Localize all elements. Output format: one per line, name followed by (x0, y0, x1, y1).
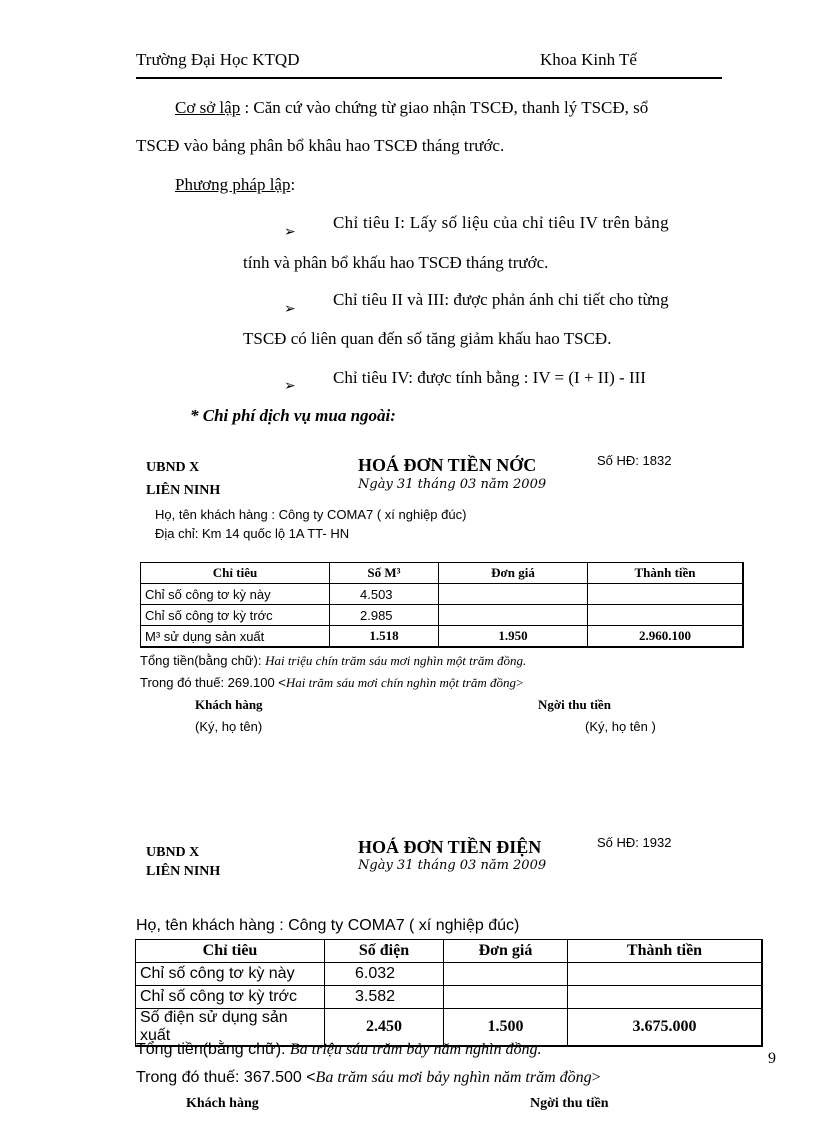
table-cell: Chỉ số công tơ kỳ trớc (136, 986, 325, 1009)
power-tax-label: Trong đó thuế: 367.500 < (136, 1069, 316, 1086)
table-row (141, 605, 744, 626)
table-cell: Chỉ số công tơ kỳ này (136, 963, 325, 986)
power-sign-collector: Ngời thu tiền (530, 1096, 609, 1111)
table-row (141, 584, 744, 605)
water-org-line1: UBND X (146, 460, 200, 475)
water-total-text: Hai triệu chín trăm sáu mơi nghìn một trăm đồng. (265, 653, 527, 668)
column-header: Thành tiền (568, 940, 763, 963)
basis-label: Cơ sở lập (175, 98, 241, 117)
table-cell: 2.985 (330, 605, 439, 626)
column-header: Chỉ tiêu (136, 940, 325, 963)
power-total (136, 1041, 541, 1059)
column-header: Chỉ tiêu (141, 563, 330, 584)
table-cell: 6.032 (325, 963, 444, 986)
method-heading (175, 175, 295, 195)
water-sign-customer-sub: (Ký, họ tên) (195, 719, 263, 734)
header-rule (136, 77, 722, 79)
power-tax (136, 1069, 601, 1087)
arrow-bullet-icon: ➢ (284, 224, 296, 240)
column-header: Đơn giá (439, 563, 588, 584)
bullet-1-line2: tính và phân bổ khấu hao TSCĐ tháng trước. (243, 253, 549, 272)
power-invoice-date: Ngày 31 tháng 03 năm 2009 (358, 858, 547, 873)
power-invoice-table (135, 939, 763, 1047)
water-customer: Họ, tên khách hàng : Công ty COMA7 ( xí nghiệp đúc) (155, 507, 467, 522)
table-cell: 3.582 (325, 986, 444, 1009)
table-cell (439, 584, 588, 605)
power-org-line2: LIÊN NINH (146, 864, 221, 879)
water-tax-text: Hai trăm sáu mơi chín nghìn một trăm đồng (285, 675, 516, 690)
power-total-label: Tổng tiền(bằng chữ): (136, 1041, 290, 1058)
arrow-bullet-icon: ➢ (284, 301, 296, 317)
water-address: Địa chỉ: Km 14 quốc lộ 1A TT- HN (155, 526, 350, 541)
bullet-2-line2: TSCĐ có liên quan đến số tăng giảm khấu hao TSCĐ. (243, 329, 612, 348)
method-colon: : (290, 175, 296, 194)
table-row (141, 626, 744, 648)
bullet-3-line1: Chỉ tiêu IV: được tính bằng : IV = (I + II) - III (333, 368, 646, 387)
basis-line1: : Căn cứ vào chứng từ giao nhận TSCĐ, thanh lý TSCĐ, sổ (240, 98, 649, 117)
bullet-1-line1: Chỉ tiêu I: Lấy số liệu của chỉ tiêu IV trên bảng (333, 213, 669, 232)
page-number: 9 (768, 1050, 776, 1067)
table-cell: M³ sử dụng sản xuất (141, 626, 330, 648)
power-sign-customer: Khách hàng (186, 1096, 259, 1111)
table-cell: 1.518 (330, 626, 439, 648)
table-cell (568, 963, 763, 986)
basis-paragraph (175, 98, 648, 118)
water-invoice-date: Ngày 31 tháng 03 năm 2009 (358, 477, 547, 492)
table-header-row (141, 563, 744, 584)
water-org-line2: LIÊN NINH (146, 483, 221, 498)
table-row (136, 986, 763, 1009)
column-header: Số điện (325, 940, 444, 963)
header-school: Trường Đại Học KTQD (136, 50, 300, 69)
water-tax-label: Trong đó thuế: 269.100 < (140, 675, 286, 690)
table-cell (568, 986, 763, 1009)
table-header-row (136, 940, 763, 963)
water-invoice-title: HOÁ ĐƠN TIỀN NỚC (358, 455, 537, 475)
subheading: * Chi phí dịch vụ mua ngoài: (190, 406, 396, 425)
table-cell: 4.503 (330, 584, 439, 605)
table-cell (444, 986, 568, 1009)
water-tax (140, 675, 523, 691)
table-cell: Chỉ số công tơ kỳ này (141, 584, 330, 605)
table-cell: Chỉ số công tơ kỳ trớc (141, 605, 330, 626)
power-total-text: Ba triệu sáu trăm bảy năm nghìn đồng. (289, 1041, 542, 1058)
method-label: Phương pháp lập (175, 175, 291, 194)
table-cell (444, 963, 568, 986)
table-cell: 2.960.100 (588, 626, 744, 648)
water-total-label: Tổng tiền(bằng chữ): (140, 653, 266, 668)
column-header: Thành tiền (588, 563, 744, 584)
column-header: Số M³ (330, 563, 439, 584)
table-cell (439, 605, 588, 626)
water-sign-collector-sub: (Ký, họ tên ) (585, 719, 656, 734)
table-cell: 2.450 (325, 1009, 444, 1047)
water-sign-customer: Khách hàng (195, 697, 263, 712)
table-cell: 1.500 (444, 1009, 568, 1047)
table-cell: 1.950 (439, 626, 588, 648)
water-invoice-number: Số HĐ: 1832 (597, 453, 672, 468)
water-sign-collector: Ngời thu tiền (538, 697, 611, 712)
basis-line2: TSCĐ vào bảng phân bổ khâu hao TSCĐ tháng trước. (136, 136, 505, 155)
column-header: Đơn giá (444, 940, 568, 963)
water-invoice-table (140, 562, 744, 648)
bullet-2-line1: Chỉ tiêu II và III: được phản ánh chi tiết cho từng (333, 290, 669, 309)
power-invoice-title: HOÁ ĐƠN TIỀN ĐIỆN (358, 837, 542, 857)
table-cell: 3.675.000 (568, 1009, 763, 1047)
table-cell (588, 584, 744, 605)
power-tax-text: Ba trăm sáu mơi bảy nghìn năm trăm đồng (315, 1069, 592, 1086)
power-tax-close: > (591, 1069, 601, 1086)
power-invoice-number: Số HĐ: 1932 (597, 835, 672, 850)
power-org-line1: UBND X (146, 845, 200, 860)
water-tax-close: > (516, 675, 524, 690)
table-cell: Số điện sử dụng sản xuất (136, 1009, 325, 1047)
table-row (136, 963, 763, 986)
table-cell (588, 605, 744, 626)
arrow-bullet-icon: ➢ (284, 378, 296, 394)
water-total (140, 653, 526, 669)
header-faculty: Khoa Kinh Tế (540, 50, 637, 69)
power-customer: Họ, tên khách hàng : Công ty COMA7 ( xí nghiệp đúc) (136, 917, 520, 934)
